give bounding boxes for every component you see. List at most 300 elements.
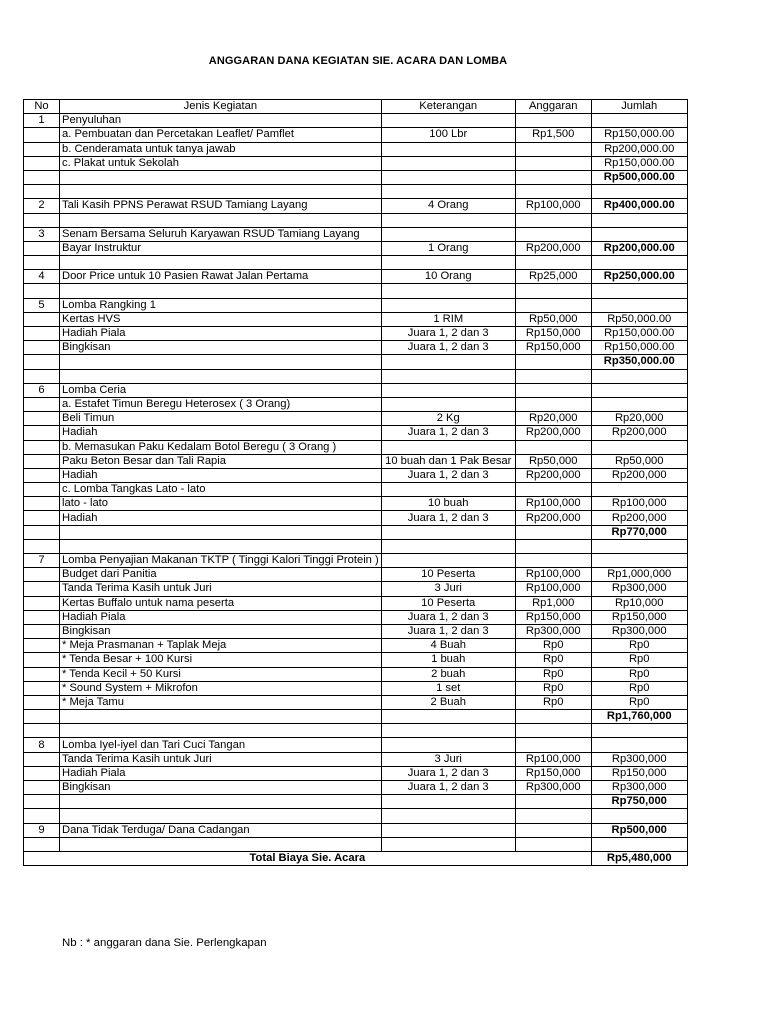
cell-keterangan [381, 554, 515, 568]
table-row [24, 412, 688, 426]
cell-jenis-kegiatan: Hadiah Piala [60, 766, 382, 780]
table-row [24, 114, 688, 128]
cell-no [24, 355, 60, 369]
cell-jumlah: Rp100,000 [591, 497, 687, 511]
cell-jumlah [591, 724, 687, 738]
cell-jumlah: Rp1,760,000 [591, 710, 687, 724]
cell-no [24, 483, 60, 497]
cell-jumlah [591, 738, 687, 752]
cell-keterangan: 4 Orang [381, 199, 515, 213]
table-row [24, 596, 688, 610]
cell-anggaran: Rp20,000 [515, 412, 591, 426]
cell-anggaran [515, 397, 591, 411]
cell-no [24, 710, 60, 724]
table-row [24, 837, 688, 851]
cell-jenis-kegiatan: Bingkisan [60, 624, 382, 638]
cell-no: 3 [24, 227, 60, 241]
cell-jenis-kegiatan: Tanda Terima Kasih untuk Juri [60, 752, 382, 766]
cell-keterangan: 1 Orang [381, 241, 515, 255]
table-row [24, 440, 688, 454]
cell-jenis-kegiatan: Lomba Iyel-iyel dan Tari Cuci Tangan [60, 738, 382, 752]
document-title: ANGGARAN DANA KEGIATAN SIE. ACARA DAN LOMBA [208, 55, 508, 67]
cell-jumlah [591, 440, 687, 454]
cell-no [24, 539, 60, 553]
cell-no [24, 724, 60, 738]
cell-jumlah: Rp0 [591, 653, 687, 667]
table-row [24, 483, 688, 497]
cell-no [24, 454, 60, 468]
cell-keterangan [381, 738, 515, 752]
cell-jenis-kegiatan [60, 525, 382, 539]
cell-anggaran: Rp100,000 [515, 752, 591, 766]
table-row [24, 270, 688, 284]
cell-no [24, 667, 60, 681]
table-row [24, 738, 688, 752]
cell-keterangan [381, 355, 515, 369]
cell-no [24, 170, 60, 184]
table-row [24, 298, 688, 312]
cell-no [24, 681, 60, 695]
cell-anggaran: Rp300,000 [515, 781, 591, 795]
cell-no: 8 [24, 738, 60, 752]
cell-jumlah [591, 114, 687, 128]
spacer-row [24, 809, 688, 823]
cell-no [24, 568, 60, 582]
cell-jumlah: Rp150,000 [591, 610, 687, 624]
cell-keterangan [381, 156, 515, 170]
cell-keterangan: 2 buah [381, 667, 515, 681]
cell-jumlah: Rp770,000 [591, 525, 687, 539]
table-row [24, 653, 688, 667]
cell-no [24, 468, 60, 482]
cell-anggaran: Rp100,000 [515, 199, 591, 213]
table-row [24, 639, 688, 653]
cell-anggaran: Rp50,000 [515, 454, 591, 468]
cell-jenis-kegiatan: b. Memasukan Paku Kedalam Botol Beregu ( 3 Orang ) [60, 440, 382, 454]
cell-keterangan: Juara 1, 2 dan 3 [381, 327, 515, 341]
total-label: Total Biaya Sie. Acara [24, 851, 592, 865]
cell-anggaran: Rp50,000 [515, 312, 591, 326]
cell-jenis-kegiatan: b. Cenderamata untuk tanya jawab [60, 142, 382, 156]
cell-no [24, 128, 60, 142]
cell-anggaran [515, 738, 591, 752]
table-row [24, 312, 688, 326]
cell-jenis-kegiatan [60, 809, 382, 823]
cell-keterangan [381, 539, 515, 553]
cell-jumlah [591, 213, 687, 227]
cell-jenis-kegiatan: Hadiah [60, 426, 382, 440]
cell-jenis-kegiatan: Budget dari Panitia [60, 568, 382, 582]
cell-keterangan: 10 buah [381, 497, 515, 511]
cell-jenis-kegiatan: Kertas HVS [60, 312, 382, 326]
cell-jumlah: Rp350,000.00 [591, 355, 687, 369]
cell-jenis-kegiatan: Bingkisan [60, 341, 382, 355]
cell-jumlah [591, 185, 687, 199]
spacer-row [24, 724, 688, 738]
cell-keterangan: Juara 1, 2 dan 3 [381, 426, 515, 440]
cell-keterangan [381, 114, 515, 128]
spacer-row [24, 539, 688, 553]
table-row [24, 781, 688, 795]
cell-anggaran: Rp0 [515, 681, 591, 695]
cell-no [24, 610, 60, 624]
cell-jenis-kegiatan: Bingkisan [60, 781, 382, 795]
cell-anggaran [515, 185, 591, 199]
cell-jumlah [591, 383, 687, 397]
cell-jumlah: Rp200,000 [591, 468, 687, 482]
table-row [24, 667, 688, 681]
cell-no: 6 [24, 383, 60, 397]
cell-jenis-kegiatan: Hadiah Piala [60, 610, 382, 624]
cell-keterangan [381, 483, 515, 497]
cell-jenis-kegiatan: Hadiah [60, 468, 382, 482]
cell-anggaran [515, 156, 591, 170]
cell-no [24, 284, 60, 298]
cell-jenis-kegiatan [60, 355, 382, 369]
cell-jenis-kegiatan [60, 837, 382, 851]
cell-no [24, 695, 60, 709]
cell-jenis-kegiatan [60, 185, 382, 199]
cell-jumlah: Rp50,000 [591, 454, 687, 468]
cell-no [24, 624, 60, 638]
cell-anggaran: Rp1,000 [515, 596, 591, 610]
cell-anggaran: Rp100,000 [515, 497, 591, 511]
cell-jumlah [591, 298, 687, 312]
table-row [24, 128, 688, 142]
cell-jenis-kegiatan: Tanda Terima Kasih untuk Juri [60, 582, 382, 596]
cell-no [24, 766, 60, 780]
cell-jumlah: Rp200,000 [591, 426, 687, 440]
cell-keterangan: 3 Juri [381, 752, 515, 766]
cell-jumlah: Rp200,000.00 [591, 142, 687, 156]
cell-keterangan [381, 397, 515, 411]
table-header-row [24, 100, 688, 114]
cell-jumlah [591, 284, 687, 298]
cell-no [24, 156, 60, 170]
cell-anggaran [515, 170, 591, 184]
cell-no [24, 809, 60, 823]
cell-no [24, 837, 60, 851]
cell-keterangan: 1 RIM [381, 312, 515, 326]
cell-jumlah: Rp200,000.00 [591, 241, 687, 255]
cell-anggaran: Rp100,000 [515, 582, 591, 596]
table-row [24, 795, 688, 809]
cell-anggaran: Rp0 [515, 695, 591, 709]
cell-keterangan: 10 Peserta [381, 596, 515, 610]
cell-keterangan: 4 Buah [381, 639, 515, 653]
header-anggaran: Anggaran [515, 100, 591, 114]
cell-keterangan: 10 Orang [381, 270, 515, 284]
cell-keterangan: 1 buah [381, 653, 515, 667]
cell-jumlah: Rp0 [591, 639, 687, 653]
table-row [24, 156, 688, 170]
cell-anggaran [515, 539, 591, 553]
cell-keterangan [381, 710, 515, 724]
cell-anggaran [515, 823, 591, 837]
table-row [24, 695, 688, 709]
cell-jumlah: Rp300,000 [591, 582, 687, 596]
cell-jenis-kegiatan [60, 284, 382, 298]
cell-keterangan: Juara 1, 2 dan 3 [381, 468, 515, 482]
cell-jenis-kegiatan [60, 710, 382, 724]
cell-jenis-kegiatan [60, 539, 382, 553]
cell-anggaran [515, 355, 591, 369]
spacer-row [24, 369, 688, 383]
cell-anggaran [515, 837, 591, 851]
cell-keterangan [381, 170, 515, 184]
table-row [24, 170, 688, 184]
cell-keterangan: Juara 1, 2 dan 3 [381, 341, 515, 355]
cell-jumlah [591, 227, 687, 241]
cell-jumlah: Rp150,000.00 [591, 156, 687, 170]
table-row [24, 554, 688, 568]
cell-anggaran: Rp100,000 [515, 568, 591, 582]
cell-no: 1 [24, 114, 60, 128]
cell-keterangan: 10 Peserta [381, 568, 515, 582]
header-keterangan: Keterangan [381, 100, 515, 114]
cell-jenis-kegiatan: Penyuluhan [60, 114, 382, 128]
cell-anggaran [515, 369, 591, 383]
spacer-row [24, 284, 688, 298]
cell-anggaran [515, 809, 591, 823]
cell-anggaran: Rp0 [515, 639, 591, 653]
cell-no: 5 [24, 298, 60, 312]
cell-jenis-kegiatan: lato - lato [60, 497, 382, 511]
cell-anggaran: Rp0 [515, 667, 591, 681]
cell-jumlah: Rp150,000.00 [591, 327, 687, 341]
cell-anggaran: Rp0 [515, 653, 591, 667]
cell-jumlah: Rp250,000.00 [591, 270, 687, 284]
cell-keterangan [381, 256, 515, 270]
cell-jenis-kegiatan: Bayar Instruktur [60, 241, 382, 255]
header-jenis-kegiatan: Jenis Kegiatan [60, 100, 382, 114]
cell-anggaran: Rp200,000 [515, 426, 591, 440]
cell-no [24, 639, 60, 653]
table-row [24, 710, 688, 724]
cell-anggaran: Rp1,500 [515, 128, 591, 142]
spacer-row [24, 256, 688, 270]
cell-jumlah: Rp50,000.00 [591, 312, 687, 326]
cell-keterangan [381, 823, 515, 837]
cell-keterangan [381, 383, 515, 397]
header-no: No [24, 100, 60, 114]
cell-no: 7 [24, 554, 60, 568]
table-row [24, 241, 688, 255]
cell-jenis-kegiatan [60, 724, 382, 738]
table-row [24, 227, 688, 241]
cell-jumlah: Rp0 [591, 667, 687, 681]
budget-table-body [24, 100, 688, 866]
table-row [24, 199, 688, 213]
cell-jenis-kegiatan: a. Pembuatan dan Percetakan Leaflet/ Pamflet [60, 128, 382, 142]
cell-no [24, 256, 60, 270]
cell-no [24, 142, 60, 156]
cell-keterangan [381, 185, 515, 199]
cell-keterangan [381, 809, 515, 823]
cell-anggaran: Rp150,000 [515, 610, 591, 624]
spacer-row [24, 213, 688, 227]
cell-keterangan [381, 298, 515, 312]
cell-keterangan [381, 795, 515, 809]
cell-jumlah: Rp500,000 [591, 823, 687, 837]
cell-jenis-kegiatan: a. Estafet Timun Beregu Heterosex ( 3 Orang) [60, 397, 382, 411]
cell-jumlah [591, 256, 687, 270]
cell-jumlah [591, 809, 687, 823]
cell-keterangan: 2 Buah [381, 695, 515, 709]
cell-keterangan [381, 525, 515, 539]
cell-jenis-kegiatan: * Sound System + Mikrofon [60, 681, 382, 695]
cell-anggaran [515, 114, 591, 128]
cell-jumlah: Rp150,000.00 [591, 128, 687, 142]
cell-jenis-kegiatan: Lomba Ceria [60, 383, 382, 397]
cell-jumlah: Rp1,000,000 [591, 568, 687, 582]
cell-anggaran [515, 213, 591, 227]
cell-no [24, 511, 60, 525]
table-row [24, 426, 688, 440]
cell-keterangan [381, 837, 515, 851]
cell-jenis-kegiatan [60, 213, 382, 227]
cell-anggaran [515, 483, 591, 497]
cell-no [24, 341, 60, 355]
total-row [24, 851, 688, 865]
cell-no [24, 369, 60, 383]
table-row [24, 582, 688, 596]
table-row [24, 610, 688, 624]
cell-keterangan [381, 369, 515, 383]
cell-jumlah: Rp400,000.00 [591, 199, 687, 213]
cell-keterangan [381, 227, 515, 241]
cell-no [24, 795, 60, 809]
cell-anggaran: Rp150,000 [515, 341, 591, 355]
cell-no: 2 [24, 199, 60, 213]
cell-keterangan: 1 set [381, 681, 515, 695]
table-row [24, 568, 688, 582]
cell-anggaran: Rp150,000 [515, 327, 591, 341]
cell-jumlah: Rp20,000 [591, 412, 687, 426]
table-row [24, 823, 688, 837]
cell-jenis-kegiatan: Hadiah [60, 511, 382, 525]
cell-jumlah [591, 397, 687, 411]
cell-keterangan [381, 724, 515, 738]
cell-jumlah [591, 554, 687, 568]
cell-keterangan [381, 142, 515, 156]
cell-anggaran [515, 724, 591, 738]
cell-anggaran [515, 795, 591, 809]
cell-keterangan: 10 buah dan 1 Pak Besar [381, 454, 515, 468]
total-value: Rp5,480,000 [591, 851, 687, 865]
cell-jumlah: Rp0 [591, 681, 687, 695]
cell-anggaran [515, 256, 591, 270]
table-row [24, 624, 688, 638]
cell-jenis-kegiatan: Dana Tidak Terduga/ Dana Cadangan [60, 823, 382, 837]
cell-jenis-kegiatan [60, 170, 382, 184]
cell-jumlah [591, 369, 687, 383]
cell-jumlah: Rp750,000 [591, 795, 687, 809]
cell-keterangan: 2 Kg [381, 412, 515, 426]
cell-jumlah: Rp300,000 [591, 752, 687, 766]
cell-jumlah: Rp10,000 [591, 596, 687, 610]
cell-anggaran [515, 227, 591, 241]
table-row [24, 511, 688, 525]
cell-no [24, 525, 60, 539]
cell-no [24, 752, 60, 766]
footnote: Nb : * anggaran dana Sie. Perlengkapan [62, 937, 267, 949]
table-row [24, 468, 688, 482]
cell-no: 9 [24, 823, 60, 837]
cell-anggaran [515, 142, 591, 156]
cell-no [24, 440, 60, 454]
cell-anggaran [515, 554, 591, 568]
cell-jumlah [591, 483, 687, 497]
cell-no [24, 412, 60, 426]
table-row [24, 327, 688, 341]
cell-jenis-kegiatan: Lomba Rangking 1 [60, 298, 382, 312]
cell-keterangan: Juara 1, 2 dan 3 [381, 511, 515, 525]
table-row [24, 752, 688, 766]
cell-no: 4 [24, 270, 60, 284]
cell-no [24, 781, 60, 795]
cell-no [24, 397, 60, 411]
cell-keterangan [381, 284, 515, 298]
table-row [24, 454, 688, 468]
cell-no [24, 213, 60, 227]
table-row [24, 341, 688, 355]
cell-jenis-kegiatan: * Tenda Besar + 100 Kursi [60, 653, 382, 667]
table-row [24, 142, 688, 156]
cell-no [24, 241, 60, 255]
cell-anggaran: Rp150,000 [515, 766, 591, 780]
budget-table [23, 99, 688, 866]
cell-jumlah: Rp500,000.00 [591, 170, 687, 184]
cell-jumlah: Rp150,000 [591, 766, 687, 780]
cell-jumlah: Rp200,000 [591, 511, 687, 525]
cell-keterangan: 100 Lbr [381, 128, 515, 142]
cell-no [24, 582, 60, 596]
table-row [24, 383, 688, 397]
cell-jenis-kegiatan: Paku Beton Besar dan Tali Rapia [60, 454, 382, 468]
table-row [24, 681, 688, 695]
cell-keterangan [381, 213, 515, 227]
cell-jenis-kegiatan: Beli Timun [60, 412, 382, 426]
cell-jenis-kegiatan: * Tenda Kecil + 50 Kursi [60, 667, 382, 681]
table-row [24, 766, 688, 780]
cell-jenis-kegiatan: c. Lomba Tangkas Lato - lato [60, 483, 382, 497]
spacer-row [24, 185, 688, 199]
cell-keterangan: Juara 1, 2 dan 3 [381, 610, 515, 624]
cell-keterangan [381, 440, 515, 454]
cell-no [24, 312, 60, 326]
cell-no [24, 653, 60, 667]
cell-keterangan: Juara 1, 2 dan 3 [381, 781, 515, 795]
table-row [24, 397, 688, 411]
cell-jenis-kegiatan: Tali Kasih PPNS Perawat RSUD Tamiang Layang [60, 199, 382, 213]
cell-keterangan: 3 Juri [381, 582, 515, 596]
cell-anggaran [515, 710, 591, 724]
cell-jenis-kegiatan: Kertas Buffalo untuk nama peserta [60, 596, 382, 610]
cell-anggaran [515, 298, 591, 312]
cell-jenis-kegiatan: c. Plakat untuk Sekolah [60, 156, 382, 170]
cell-jumlah: Rp300,000 [591, 781, 687, 795]
cell-no [24, 327, 60, 341]
cell-jumlah: Rp0 [591, 695, 687, 709]
cell-jenis-kegiatan [60, 256, 382, 270]
cell-jenis-kegiatan: Hadiah Piala [60, 327, 382, 341]
cell-jenis-kegiatan: * Meja Prasmanan + Taplak Meja [60, 639, 382, 653]
cell-no [24, 185, 60, 199]
cell-anggaran: Rp200,000 [515, 468, 591, 482]
cell-jumlah: Rp150,000.00 [591, 341, 687, 355]
cell-keterangan: Juara 1, 2 dan 3 [381, 766, 515, 780]
